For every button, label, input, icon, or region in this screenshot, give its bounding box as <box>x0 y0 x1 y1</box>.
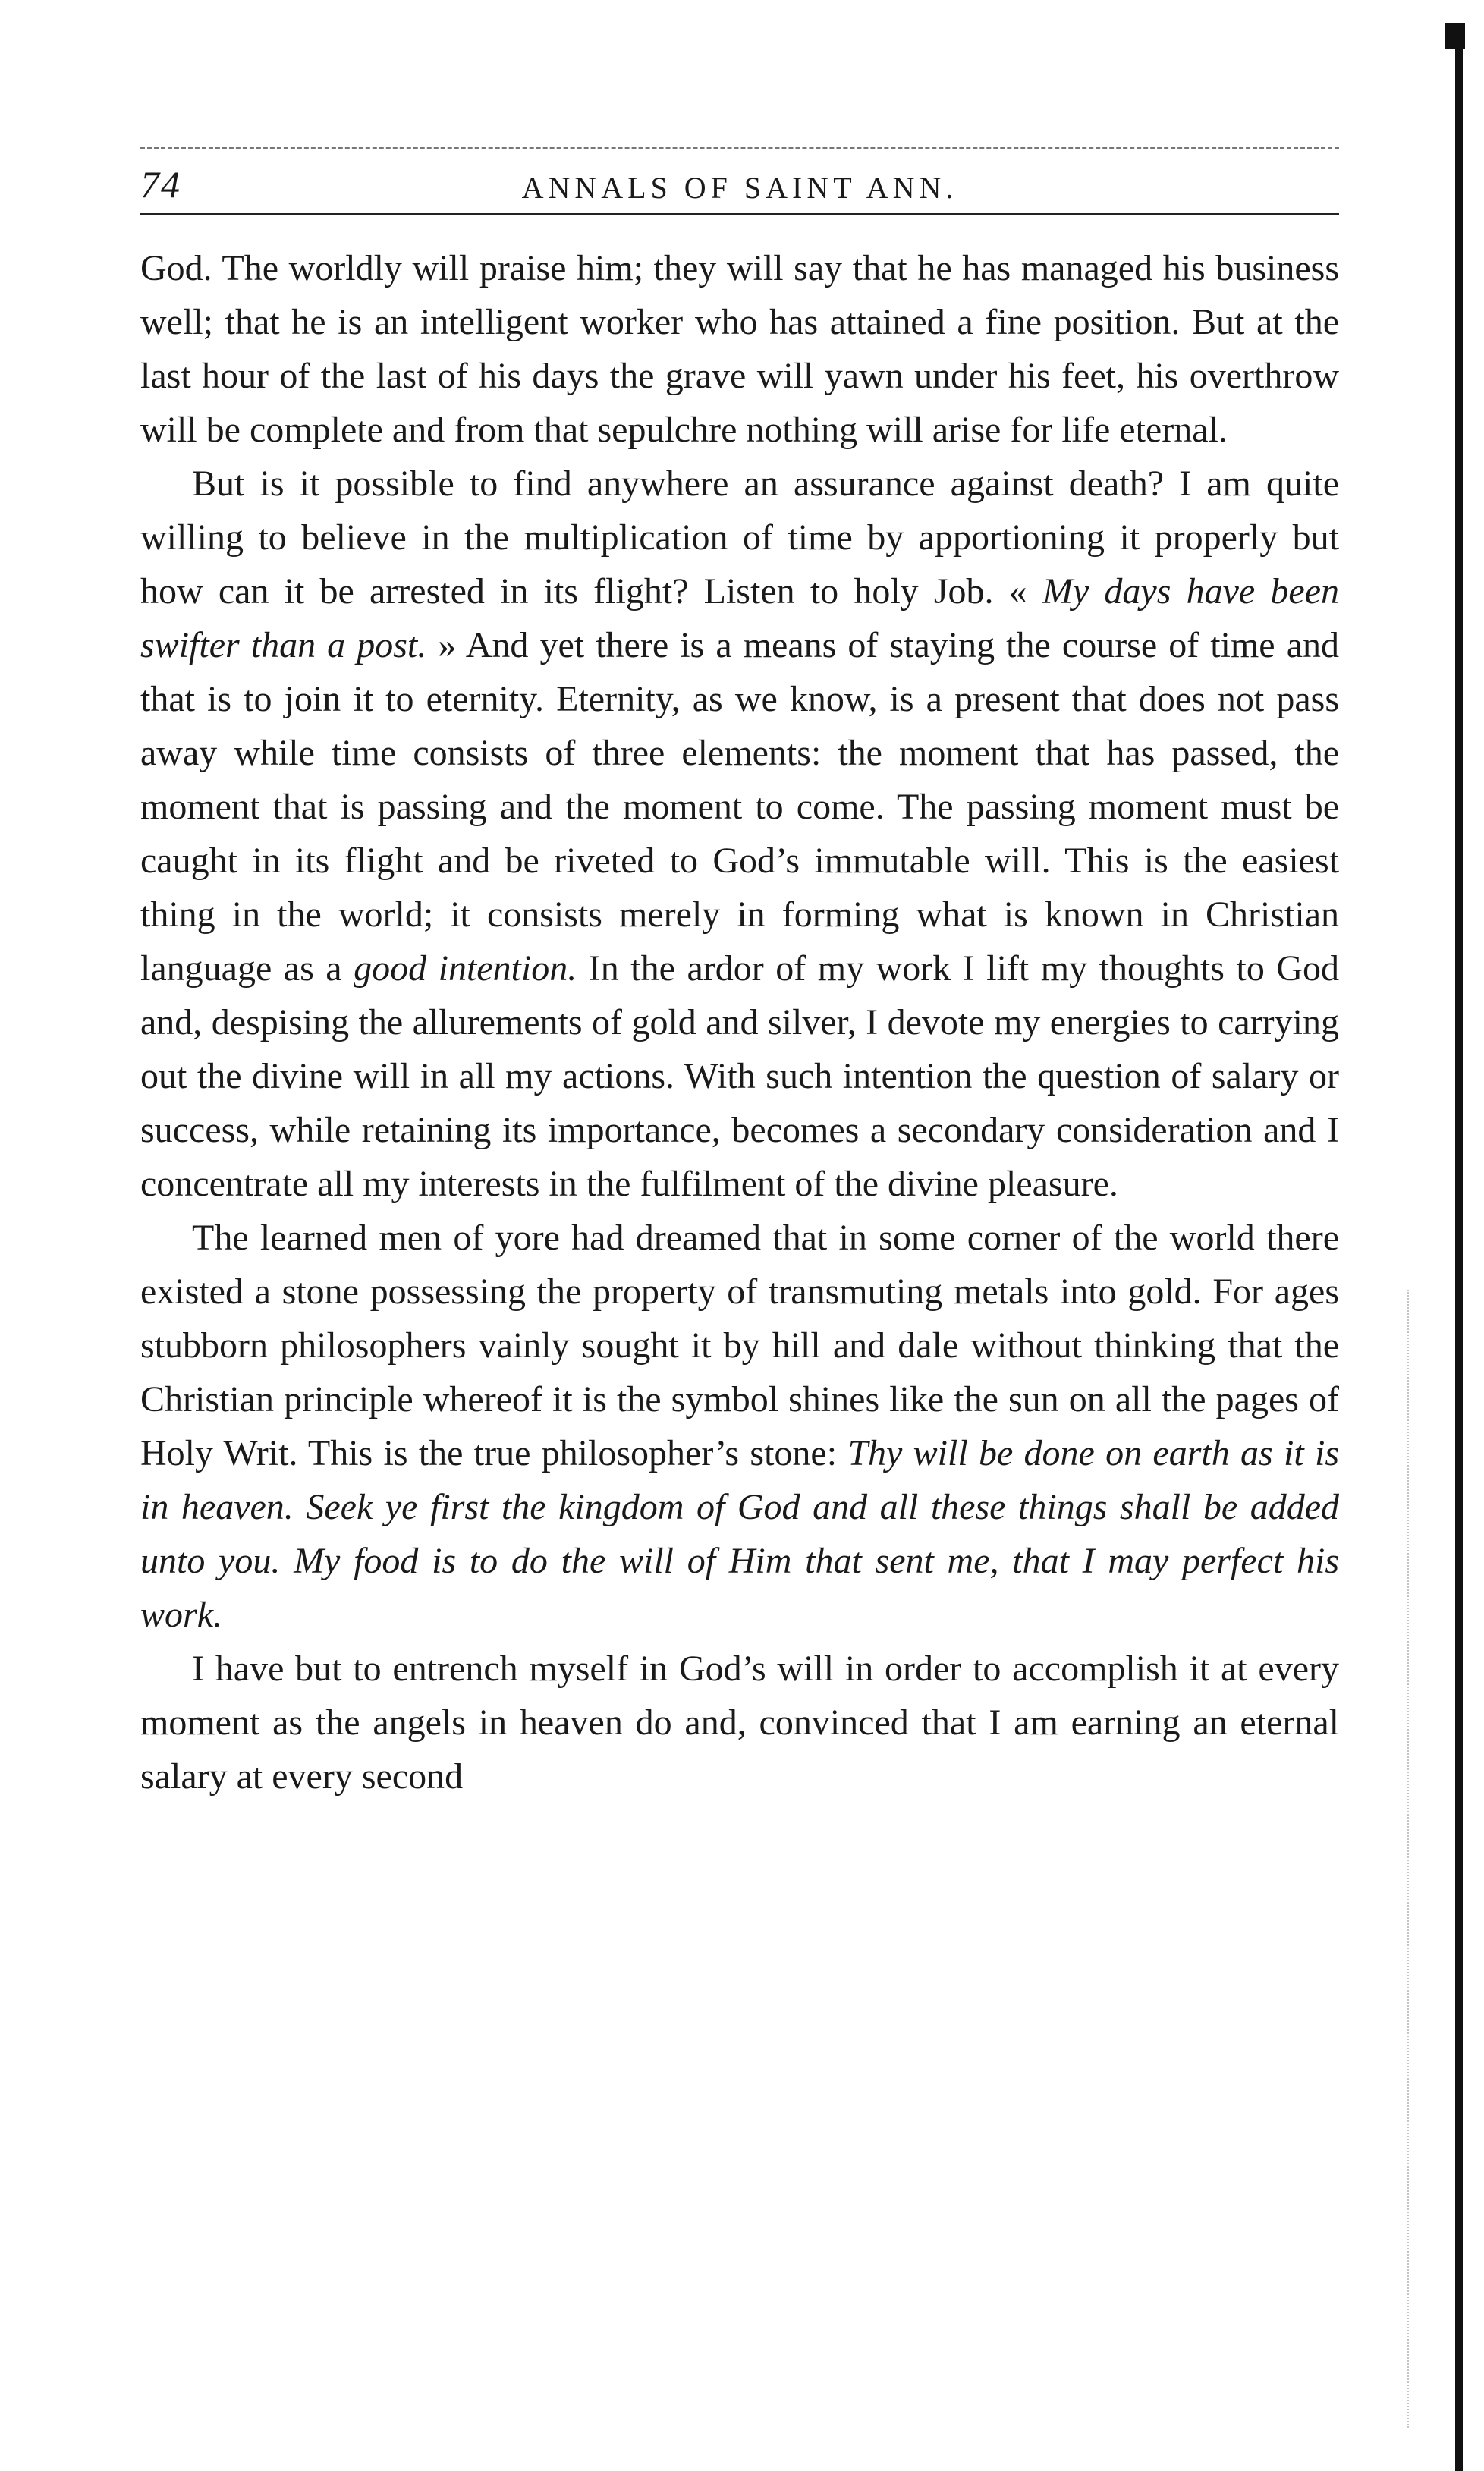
italic-text: Thy will be done on earth as it is in heaven. Seek ye first the kingdom of God and all these things shall be added unto you. My food is to do the will of Him that sent me, that I may perfect his work. <box>140 1433 1339 1635</box>
paragraph <box>140 241 1339 457</box>
page-edge-shadow <box>1455 36 1463 2471</box>
header-rule <box>140 213 1339 215</box>
italic-text: good intention. <box>354 948 577 989</box>
paragraph-text: In the ardor of my work I lift my thoughts to God and, despising the allurements of gold and silver, I devote my energies to carrying out the divine will in all my actions. With such intention the question of salary or success, while retaining its importance, becomes a secondary consideration and I concentrate all my interests in the fulfilment of the divine pleasure. <box>140 948 1339 1204</box>
paragraph <box>140 1642 1339 1803</box>
paragraph-text: But is it possible to find anywhere an assurance against death? I am quite willing to believe in the multiplication of time by apportioning it properly but how can it be arrested in its flight? Listen to holy Job. « <box>140 464 1339 611</box>
paragraph-text: The learned men of yore had dreamed that in some corner of the world there existed a stone possessing the property of transmuting metals into gold. For ages stubborn philosophers vainly sought it by hill and dale without thinking that the Christian principle whereof it is the symbol shines like the sun on all the pages of Holy Writ. This is the true philosopher’s stone: <box>140 1218 1339 1473</box>
italic-text: My days have been swifter than a post. <box>140 571 1339 665</box>
running-head <box>140 162 1339 215</box>
paragraph-text: I have but to entrench myself in God’s will in order to accomplish it at every moment as the angels in heaven do and, convinced that I am earning an eternal salary at every second <box>140 1649 1339 1797</box>
paragraph <box>140 1211 1339 1642</box>
page-number: 74 <box>140 163 181 206</box>
body-text <box>140 241 1339 1803</box>
paragraph-text: » And yet there is a means of staying the course of time and that is to join it to eternity. Eternity, as we know, is a present that does not pass away while time consists of three elements: the moment that has passed, the moment that is passing and the moment to come. The passing moment must be caught in its flight and be riveted to God’s immutable will. This is the easiest thing in the world; it consists merely in forming what is known in Christian language as a <box>140 625 1339 989</box>
paragraph-text: God. The worldly will praise him; they will say that he has managed his business well; that he is an intelligent worker who has attained a fine position. But at the last hour of the last of his days the grave will yawn under his feet, his overthrow will be complete and from that sepulchre nothing will arise for life eternal. <box>140 248 1339 450</box>
scan-specks <box>1407 1290 1416 2428</box>
paragraph <box>140 457 1339 1211</box>
header-dashed-line <box>140 147 1339 152</box>
running-title: ANNALS OF SAINT ANN. <box>521 171 958 205</box>
